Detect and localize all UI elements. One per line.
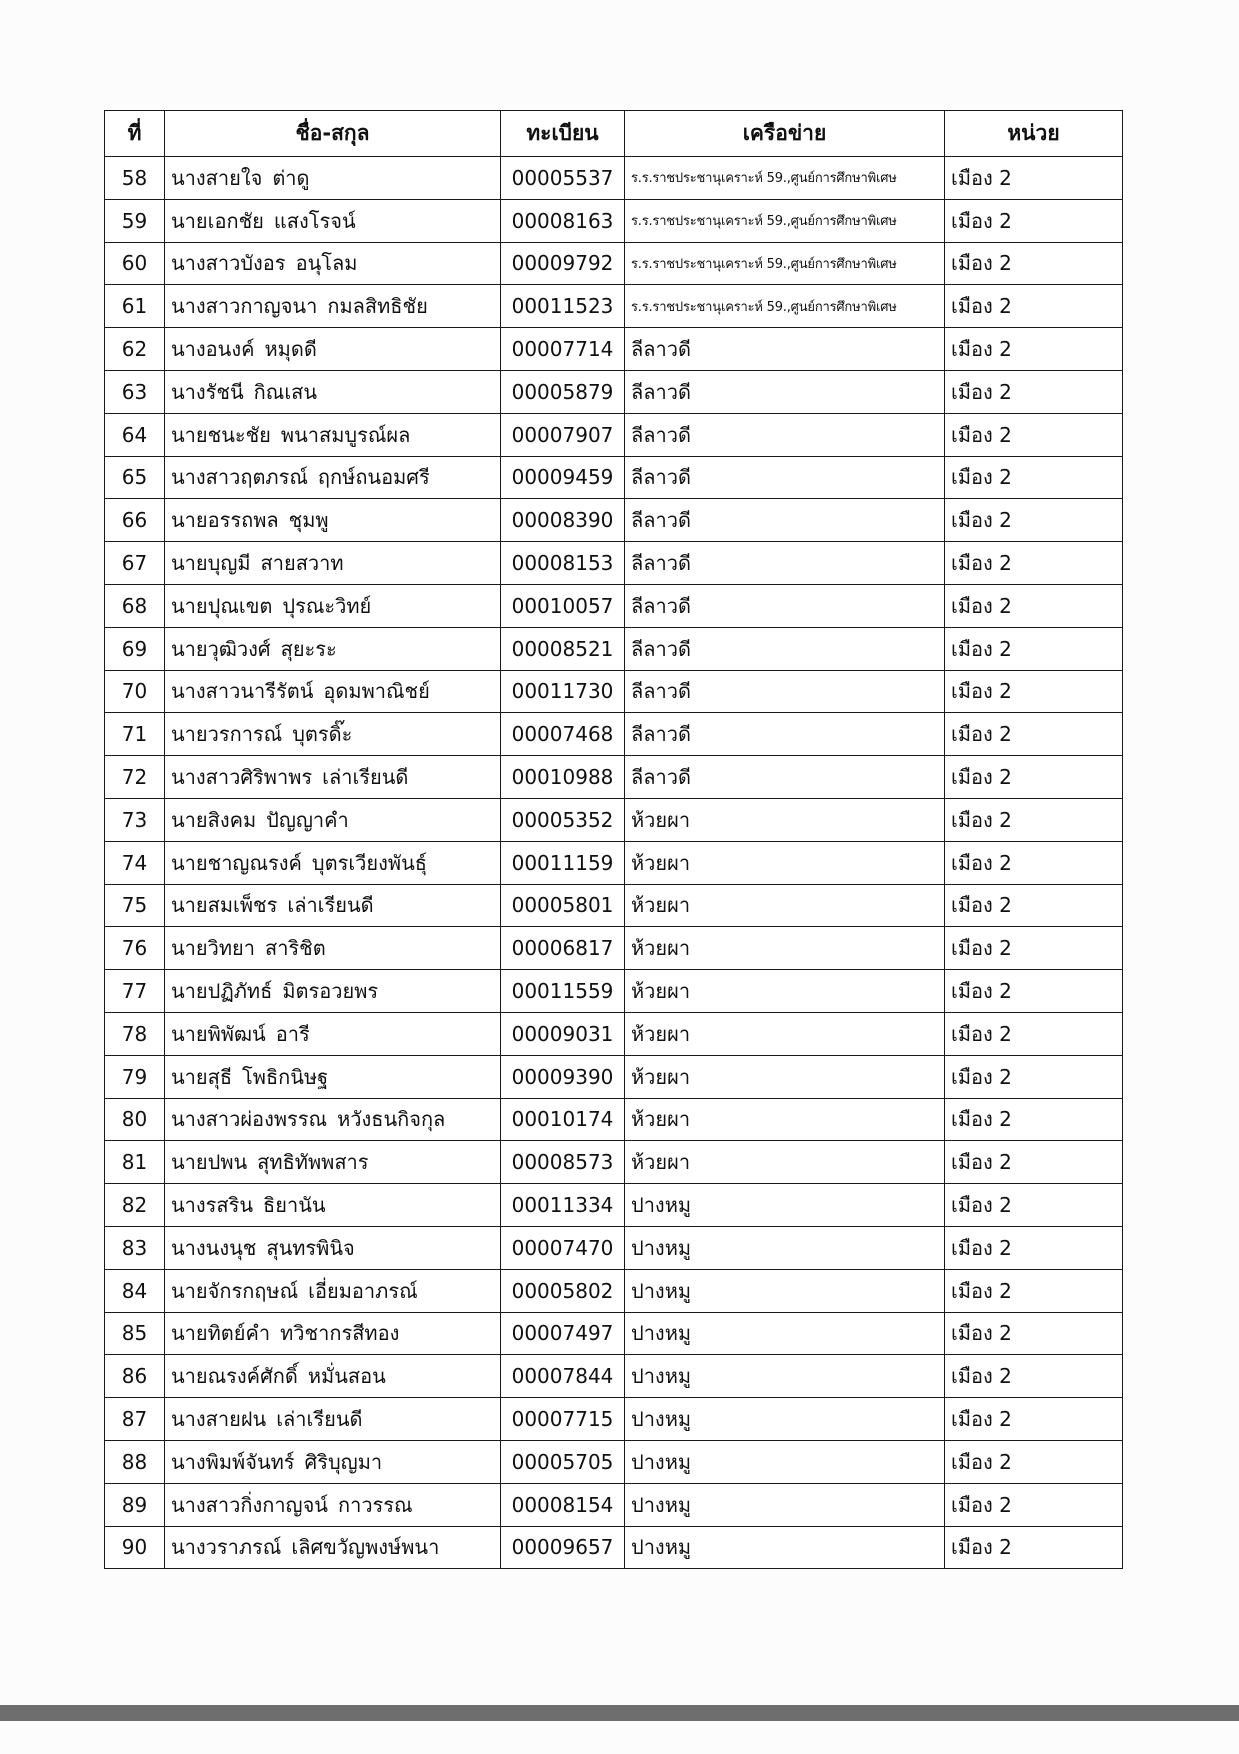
unit-name: เมือง 2	[945, 413, 1123, 456]
last-name: กาวรรณ	[337, 1492, 413, 1517]
network-name: ลีลาวดี	[625, 542, 945, 585]
table-row	[105, 1398, 1123, 1441]
registration-number: 00011523	[501, 285, 625, 328]
row-number: 82	[105, 1184, 165, 1227]
registration-number: 00005537	[501, 157, 625, 200]
row-number: 81	[105, 1141, 165, 1184]
row-number: 69	[105, 627, 165, 670]
last-name: ชุมพู	[288, 508, 329, 533]
registration-number: 00008390	[501, 499, 625, 542]
table-row	[105, 1226, 1123, 1269]
table-row	[105, 157, 1123, 200]
first-name: นางรสริน	[171, 1193, 254, 1218]
unit-name: เมือง 2	[945, 1141, 1123, 1184]
first-name: นางสายฝน	[171, 1407, 267, 1431]
table-row	[105, 1269, 1123, 1312]
row-number: 86	[105, 1355, 165, 1398]
last-name: สายสวาท	[260, 551, 344, 576]
person-name	[165, 499, 501, 542]
first-name: นายเอกชัย	[171, 208, 264, 233]
network-name: ร.ร.ราชประชานุเคราะห์ 59.,ศูนย์การศึกษาพิเศษ	[625, 157, 945, 200]
person-name	[165, 285, 501, 328]
registration-number: 00008153	[501, 542, 625, 585]
person-name	[165, 713, 501, 756]
last-name: สาริชิต	[264, 936, 326, 961]
row-number: 78	[105, 1012, 165, 1055]
scan-edge-bar	[0, 1705, 1239, 1721]
table-row	[105, 413, 1123, 456]
row-number: 70	[105, 670, 165, 713]
row-number: 58	[105, 157, 165, 200]
row-number: 77	[105, 970, 165, 1013]
last-name: มิตรอวยพร	[282, 979, 379, 1004]
unit-name: เมือง 2	[945, 370, 1123, 413]
row-number: 59	[105, 199, 165, 242]
network-name: ลีลาวดี	[625, 456, 945, 499]
unit-name: เมือง 2	[945, 798, 1123, 841]
first-name: นางสาวศิริพาพร	[171, 765, 313, 790]
person-name	[165, 1526, 501, 1569]
first-name: นางสาวบังอร	[171, 251, 286, 276]
registration-number: 00008573	[501, 1141, 625, 1184]
unit-name: เมือง 2	[945, 1526, 1123, 1569]
person-name	[165, 1483, 501, 1526]
unit-name: เมือง 2	[945, 1398, 1123, 1441]
registration-number: 00006817	[501, 927, 625, 970]
unit-name: เมือง 2	[945, 1355, 1123, 1398]
table-row	[105, 499, 1123, 542]
first-name: นายวิทยา	[171, 936, 255, 961]
person-name	[165, 1012, 501, 1055]
unit-name: เมือง 2	[945, 927, 1123, 970]
registration-number: 00008154	[501, 1483, 625, 1526]
unit-name: เมือง 2	[945, 970, 1123, 1013]
table-row	[105, 1098, 1123, 1141]
person-name	[165, 584, 501, 627]
table-row	[105, 1355, 1123, 1398]
row-number: 66	[105, 499, 165, 542]
person-name	[165, 242, 501, 285]
last-name: โพธิกนิษฐ	[242, 1064, 329, 1089]
table-row	[105, 584, 1123, 627]
first-name: นายจักรกฤษณ์	[171, 1278, 299, 1303]
roster-table	[104, 110, 1123, 1569]
network-name: ปางหมู	[625, 1269, 945, 1312]
last-name: ทวิชากรสีทอง	[280, 1321, 400, 1346]
column-header-registration: ทะเบียน	[501, 111, 625, 157]
network-name: ลีลาวดี	[625, 413, 945, 456]
unit-name: เมือง 2	[945, 199, 1123, 242]
registration-number: 00010057	[501, 584, 625, 627]
last-name: ปุรณะวิทย์	[282, 593, 372, 618]
last-name: บุตรดิ๊ะ	[292, 722, 353, 747]
last-name: กิณเสน	[253, 379, 318, 404]
person-name	[165, 1398, 501, 1441]
network-name: ปางหมู	[625, 1483, 945, 1526]
registration-number: 00011159	[501, 841, 625, 884]
first-name: นายณรงค์ศักดิ์	[171, 1364, 298, 1389]
first-name: นางรัชนี	[171, 379, 244, 404]
person-name	[165, 1312, 501, 1355]
network-name: ห้วยผา	[625, 884, 945, 927]
first-name: นางพิมพ์จันทร์	[171, 1449, 295, 1474]
network-name: ลีลาวดี	[625, 370, 945, 413]
network-name: ลีลาวดี	[625, 627, 945, 670]
registration-number: 00007468	[501, 713, 625, 756]
registration-number: 00009031	[501, 1012, 625, 1055]
last-name: ปัญญาคำ	[266, 807, 349, 832]
column-header-unit: หน่วย	[945, 111, 1123, 157]
first-name: นายพิพัฒน์	[171, 1021, 266, 1046]
last-name: บุตรเวียงพันธุ์	[311, 850, 427, 875]
last-name: ต่าดู	[272, 165, 310, 190]
registration-number: 00005802	[501, 1269, 625, 1312]
table-row	[105, 242, 1123, 285]
registration-number: 00007907	[501, 413, 625, 456]
unit-name: เมือง 2	[945, 542, 1123, 585]
unit-name: เมือง 2	[945, 328, 1123, 371]
row-number: 68	[105, 584, 165, 627]
network-name: ห้วยผา	[625, 841, 945, 884]
last-name: ธิยานัน	[263, 1193, 326, 1218]
registration-number: 00010174	[501, 1098, 625, 1141]
unit-name: เมือง 2	[945, 157, 1123, 200]
last-name: สุทธิทัพพสาร	[257, 1150, 369, 1175]
table-row	[105, 285, 1123, 328]
last-name: อารี	[275, 1021, 310, 1046]
last-name: หมั่นสอน	[307, 1364, 386, 1389]
table-body	[105, 157, 1123, 1569]
column-header-network: เครือข่าย	[625, 111, 945, 157]
first-name: นางนงนุช	[171, 1235, 257, 1260]
table-row	[105, 884, 1123, 927]
unit-name: เมือง 2	[945, 242, 1123, 285]
first-name: นายวุฒิวงศ์	[171, 636, 271, 661]
person-name	[165, 970, 501, 1013]
unit-name: เมือง 2	[945, 285, 1123, 328]
table-row	[105, 1526, 1123, 1569]
last-name: หมุดดี	[264, 337, 317, 362]
registration-number: 00009657	[501, 1526, 625, 1569]
person-name	[165, 456, 501, 499]
table-row	[105, 1141, 1123, 1184]
registration-number: 00005705	[501, 1440, 625, 1483]
network-name: ปางหมู	[625, 1398, 945, 1441]
first-name: นายสมเพ็ชร	[171, 893, 278, 918]
table-row	[105, 841, 1123, 884]
last-name: เล่าเรียนดี	[322, 765, 409, 790]
unit-name: เมือง 2	[945, 499, 1123, 542]
table-row	[105, 1184, 1123, 1227]
person-name	[165, 884, 501, 927]
registration-number: 00007715	[501, 1398, 625, 1441]
unit-name: เมือง 2	[945, 1440, 1123, 1483]
network-name: ลีลาวดี	[625, 713, 945, 756]
row-number: 72	[105, 756, 165, 799]
registration-number: 00011334	[501, 1184, 625, 1227]
table-row	[105, 328, 1123, 371]
network-name: ร.ร.ราชประชานุเคราะห์ 59.,ศูนย์การศึกษาพิเศษ	[625, 242, 945, 285]
last-name: หวังธนกิจกุล	[337, 1107, 446, 1132]
last-name: สุนทรพินิจ	[266, 1235, 355, 1260]
registration-number: 00005352	[501, 798, 625, 841]
row-number: 74	[105, 841, 165, 884]
row-number: 71	[105, 713, 165, 756]
network-name: ลีลาวดี	[625, 756, 945, 799]
unit-name: เมือง 2	[945, 627, 1123, 670]
registration-number: 00008163	[501, 199, 625, 242]
table-row	[105, 542, 1123, 585]
person-name	[165, 756, 501, 799]
person-name	[165, 328, 501, 371]
network-name: ปางหมู	[625, 1355, 945, 1398]
header-row	[105, 111, 1123, 157]
unit-name: เมือง 2	[945, 1098, 1123, 1141]
table-row	[105, 1483, 1123, 1526]
first-name: นายทิตย์คำ	[171, 1321, 271, 1346]
network-name: ห้วยผา	[625, 798, 945, 841]
first-name: นางสาวกิ่งกาญจน์	[171, 1492, 328, 1517]
row-number: 83	[105, 1226, 165, 1269]
person-name	[165, 1055, 501, 1098]
table-row	[105, 627, 1123, 670]
last-name: ศิริบุญมา	[304, 1449, 383, 1474]
person-name	[165, 542, 501, 585]
network-name: ปางหมู	[625, 1184, 945, 1227]
row-number: 75	[105, 884, 165, 927]
person-name	[165, 670, 501, 713]
unit-name: เมือง 2	[945, 1312, 1123, 1355]
row-number: 89	[105, 1483, 165, 1526]
person-name	[165, 1355, 501, 1398]
registration-number: 00007844	[501, 1355, 625, 1398]
person-name	[165, 1184, 501, 1227]
table-row	[105, 199, 1123, 242]
first-name: นางสาวกาญจนา	[171, 294, 318, 319]
unit-name: เมือง 2	[945, 841, 1123, 884]
registration-number: 00005879	[501, 370, 625, 413]
network-name: ห้วยผา	[625, 970, 945, 1013]
network-name: ลีลาวดี	[625, 328, 945, 371]
table-row	[105, 798, 1123, 841]
row-number: 79	[105, 1055, 165, 1098]
first-name: นายอรรถพล	[171, 508, 279, 533]
row-number: 61	[105, 285, 165, 328]
row-number: 67	[105, 542, 165, 585]
registration-number: 00009792	[501, 242, 625, 285]
person-name	[165, 627, 501, 670]
unit-name: เมือง 2	[945, 884, 1123, 927]
row-number: 80	[105, 1098, 165, 1141]
table-row	[105, 1440, 1123, 1483]
last-name: กมลสิทธิชัย	[327, 294, 428, 319]
first-name: นายปุณเขต	[171, 593, 273, 618]
registration-number: 00009390	[501, 1055, 625, 1098]
person-name	[165, 157, 501, 200]
unit-name: เมือง 2	[945, 1184, 1123, 1227]
first-name: นายปฏิภัทธ์	[171, 979, 273, 1004]
column-header-no: ที่	[105, 111, 165, 157]
unit-name: เมือง 2	[945, 670, 1123, 713]
network-name: ลีลาวดี	[625, 670, 945, 713]
last-name: สุยะระ	[280, 636, 337, 661]
first-name: นางวราภรณ์	[171, 1535, 282, 1560]
network-name: ห้วยผา	[625, 1141, 945, 1184]
network-name: ปางหมู	[625, 1440, 945, 1483]
last-name: เอี่ยมอาภรณ์	[308, 1278, 418, 1303]
row-number: 85	[105, 1312, 165, 1355]
person-name	[165, 1440, 501, 1483]
unit-name: เมือง 2	[945, 1269, 1123, 1312]
table-row	[105, 670, 1123, 713]
registration-number: 00011730	[501, 670, 625, 713]
person-name	[165, 370, 501, 413]
registration-number: 00007470	[501, 1226, 625, 1269]
registration-number: 00011559	[501, 970, 625, 1013]
unit-name: เมือง 2	[945, 1012, 1123, 1055]
row-number: 64	[105, 413, 165, 456]
last-name: อุดมพาณิชย์	[323, 679, 430, 704]
unit-name: เมือง 2	[945, 713, 1123, 756]
unit-name: เมือง 2	[945, 1226, 1123, 1269]
person-name	[165, 841, 501, 884]
network-name: ห้วยผา	[625, 1055, 945, 1098]
registration-number: 00009459	[501, 456, 625, 499]
last-name: แสงโรจน์	[273, 208, 356, 233]
table-row	[105, 1012, 1123, 1055]
row-number: 88	[105, 1440, 165, 1483]
first-name: นางอนงค์	[171, 337, 255, 362]
registration-number: 00005801	[501, 884, 625, 927]
last-name: ฤกษ์ถนอมศรี	[317, 465, 430, 490]
table-row	[105, 456, 1123, 499]
last-name: อนุโลม	[295, 251, 358, 276]
column-header-name: ชื่อ-สกุล	[165, 111, 501, 157]
table-row	[105, 713, 1123, 756]
table-row	[105, 1312, 1123, 1355]
unit-name: เมือง 2	[945, 1055, 1123, 1098]
first-name: นายชาญณรงค์	[171, 850, 302, 875]
registration-number: 00010988	[501, 756, 625, 799]
last-name: พนาสมบูรณ์ผล	[280, 422, 411, 447]
first-name: นายบุญมี	[171, 551, 251, 576]
unit-name: เมือง 2	[945, 1483, 1123, 1526]
unit-name: เมือง 2	[945, 456, 1123, 499]
unit-name: เมือง 2	[945, 584, 1123, 627]
registration-number: 00007714	[501, 328, 625, 371]
table-row	[105, 756, 1123, 799]
person-name	[165, 798, 501, 841]
first-name: นายวรการณ์	[171, 722, 283, 747]
first-name: นางสาวนารีรัตน์	[171, 679, 314, 704]
row-number: 90	[105, 1526, 165, 1569]
row-number: 65	[105, 456, 165, 499]
network-name: ปางหมู	[625, 1312, 945, 1355]
row-number: 87	[105, 1398, 165, 1441]
row-number: 63	[105, 370, 165, 413]
table-row	[105, 927, 1123, 970]
row-number: 84	[105, 1269, 165, 1312]
network-name: ปางหมู	[625, 1526, 945, 1569]
person-name	[165, 1098, 501, 1141]
network-name: ห้วยผา	[625, 927, 945, 970]
person-name	[165, 1226, 501, 1269]
first-name: นายชนะชัย	[171, 422, 271, 447]
table-row	[105, 370, 1123, 413]
row-number: 76	[105, 927, 165, 970]
table-row	[105, 970, 1123, 1013]
person-name	[165, 927, 501, 970]
registration-number: 00008521	[501, 627, 625, 670]
network-name: ลีลาวดี	[625, 584, 945, 627]
person-name	[165, 199, 501, 242]
person-name	[165, 413, 501, 456]
network-name: ห้วยผา	[625, 1012, 945, 1055]
first-name: นางสายใจ	[171, 165, 263, 190]
row-number: 73	[105, 798, 165, 841]
table-row	[105, 1055, 1123, 1098]
first-name: นายสิงคม	[171, 807, 257, 832]
person-name	[165, 1141, 501, 1184]
network-name: ปางหมู	[625, 1226, 945, 1269]
last-name: เลิศขวัญพงษ์พนา	[291, 1535, 440, 1560]
row-number: 62	[105, 328, 165, 371]
first-name: นายสุธี	[171, 1064, 233, 1089]
registration-number: 00007497	[501, 1312, 625, 1355]
network-name: ร.ร.ราชประชานุเคราะห์ 59.,ศูนย์การศึกษาพิเศษ	[625, 199, 945, 242]
network-name: ลีลาวดี	[625, 499, 945, 542]
network-name: ร.ร.ราชประชานุเคราะห์ 59.,ศูนย์การศึกษาพิเศษ	[625, 285, 945, 328]
network-name: ห้วยผา	[625, 1098, 945, 1141]
person-name	[165, 1269, 501, 1312]
first-name: นางสาวฤตภรณ์	[171, 465, 308, 490]
last-name: เล่าเรียนดี	[287, 893, 374, 918]
unit-name: เมือง 2	[945, 756, 1123, 799]
last-name: เล่าเรียนดี	[276, 1407, 363, 1431]
row-number: 60	[105, 242, 165, 285]
first-name: นางสาวผ่องพรรณ	[171, 1107, 328, 1132]
first-name: นายปพน	[171, 1150, 248, 1175]
